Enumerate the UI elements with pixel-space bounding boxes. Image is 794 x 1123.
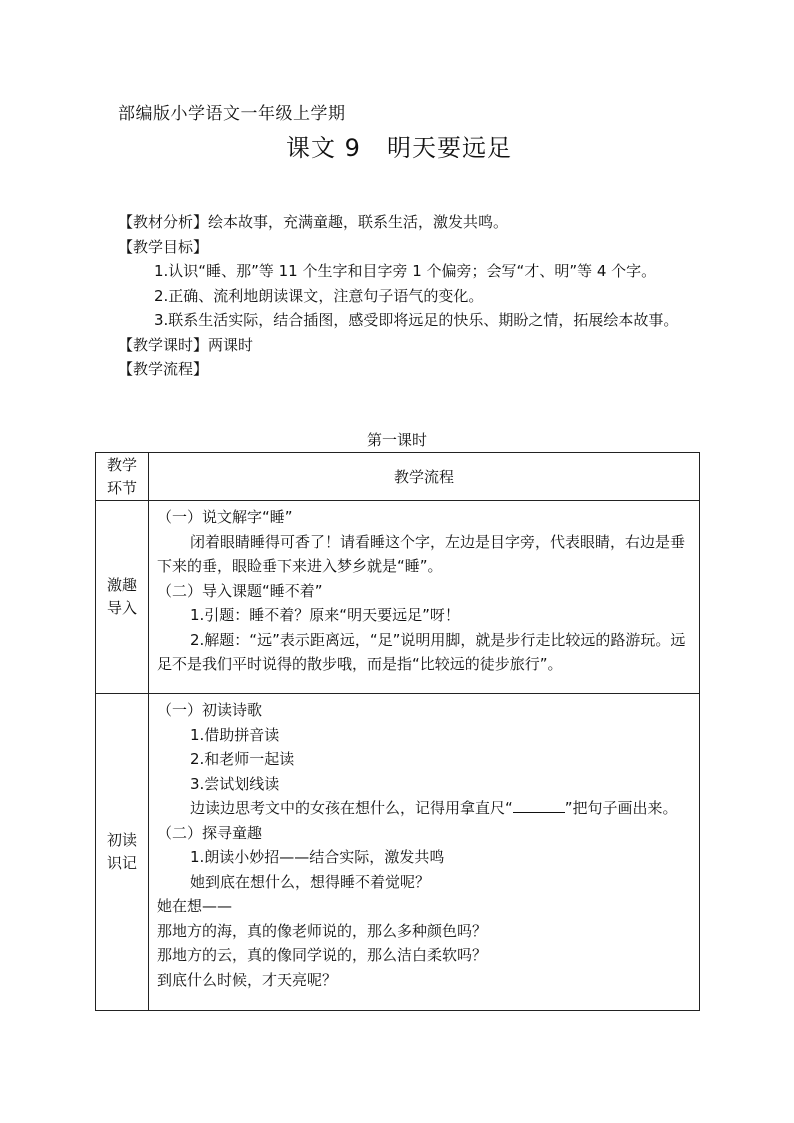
stage-cell-2 — [96, 694, 149, 1011]
list-item: 2.和老师一起读 — [190, 750, 295, 768]
document-subtitle: 部编版小学语文一年级上学期 — [118, 104, 346, 124]
header-stage-line-2: 环节 — [106, 478, 137, 497]
question-line: 她到底在想什么，想得睡不着觉呢？ — [190, 872, 431, 891]
teaching-hours: 【教学课时】两课时 — [118, 335, 254, 354]
lesson-intro — [118, 210, 698, 382]
section-title: （二）探寻童趣 — [157, 823, 263, 842]
list-item: 1.朗读小妙招——结合实际，激发共鸣 — [190, 848, 445, 866]
stage-cell-1 — [96, 501, 149, 694]
table-row — [96, 694, 700, 1011]
stage-2-line-2: 识记 — [106, 854, 137, 872]
list-item: 2.解题：“远”表示距离远，“足”说明用脚，就是步行走比较远的路游玩。远足不是我们平时说得的散步哦，而是指“比较远的徒步旅行”。 — [157, 630, 686, 673]
teaching-flow-table — [95, 452, 700, 1011]
lesson-name: 明天要远足 — [386, 134, 512, 162]
goal-item-2: 2.正确、流利地朗读课文，注意句子语气的变化。 — [154, 286, 484, 305]
poem-line: 到底什么时候，才天亮呢？ — [157, 970, 338, 989]
header-stage-cell — [96, 453, 149, 501]
goals-heading: 【教学目标】 — [118, 237, 209, 256]
material-analysis: 【教材分析】绘本故事，充满童趣，联系生活，激发共鸣。 — [118, 213, 509, 231]
poem-line: 她在想—— — [157, 897, 233, 915]
flow-cell-2 — [149, 694, 700, 1011]
section-title: （一）说文解字“睡” — [157, 508, 293, 526]
stage-1-line-1: 激趣 — [106, 576, 137, 594]
list-item: 1.引题：睡不着？原来“明天要远足”呀！ — [190, 606, 460, 624]
body-text-before-blank: 边读边思考文中的女孩在想什么，记得用拿直尺“ — [190, 799, 513, 817]
goal-item-1: 1.认识“睡、那”等 11 个生字和目字旁 1 个偏旁；会写“才、明”等 4 个字。 — [154, 262, 657, 280]
table-header-row — [96, 453, 700, 501]
goal-item-3: 3.联系生活实际，结合插图，感受即将远足的快乐、期盼之情，拓展绘本故事。 — [154, 311, 679, 329]
list-item: 3.尝试划线读 — [190, 774, 280, 793]
poem-line: 那地方的云，真的像同学说的，那么洁白柔软吗？ — [157, 946, 488, 964]
section-body — [157, 796, 693, 821]
flow-heading: 【教学流程】 — [118, 360, 209, 378]
section-body: 闭着眼睛睡得可香了！请看睡这个字，左边是目字旁，代表眼睛，右边是垂下来的垂，眼睑垂下来进入梦乡就是“睡”。 — [157, 532, 686, 575]
body-text-after-blank: ”把句子画出来。 — [564, 799, 678, 817]
header-flow-cell: 教学流程 — [149, 453, 700, 501]
stage-1-line-2: 导入 — [106, 599, 137, 617]
table-row — [96, 501, 700, 694]
header-stage-line-1: 教学 — [106, 455, 137, 474]
lesson-number: 课文 9 — [286, 134, 361, 162]
poem-line: 那地方的海，真的像老师说的，那么多种颜色吗？ — [157, 921, 488, 940]
session-label: 第一课时 — [366, 431, 427, 449]
fill-in-blank-line — [513, 798, 565, 813]
list-item: 1.借助拼音读 — [190, 725, 280, 744]
flow-cell-1 — [149, 501, 700, 694]
section-title: （二）导入课题“睡不着” — [157, 581, 323, 600]
lesson-title — [0, 128, 794, 163]
section-title: （一）初读诗歌 — [157, 701, 263, 719]
stage-2-line-1: 初读 — [106, 831, 137, 849]
